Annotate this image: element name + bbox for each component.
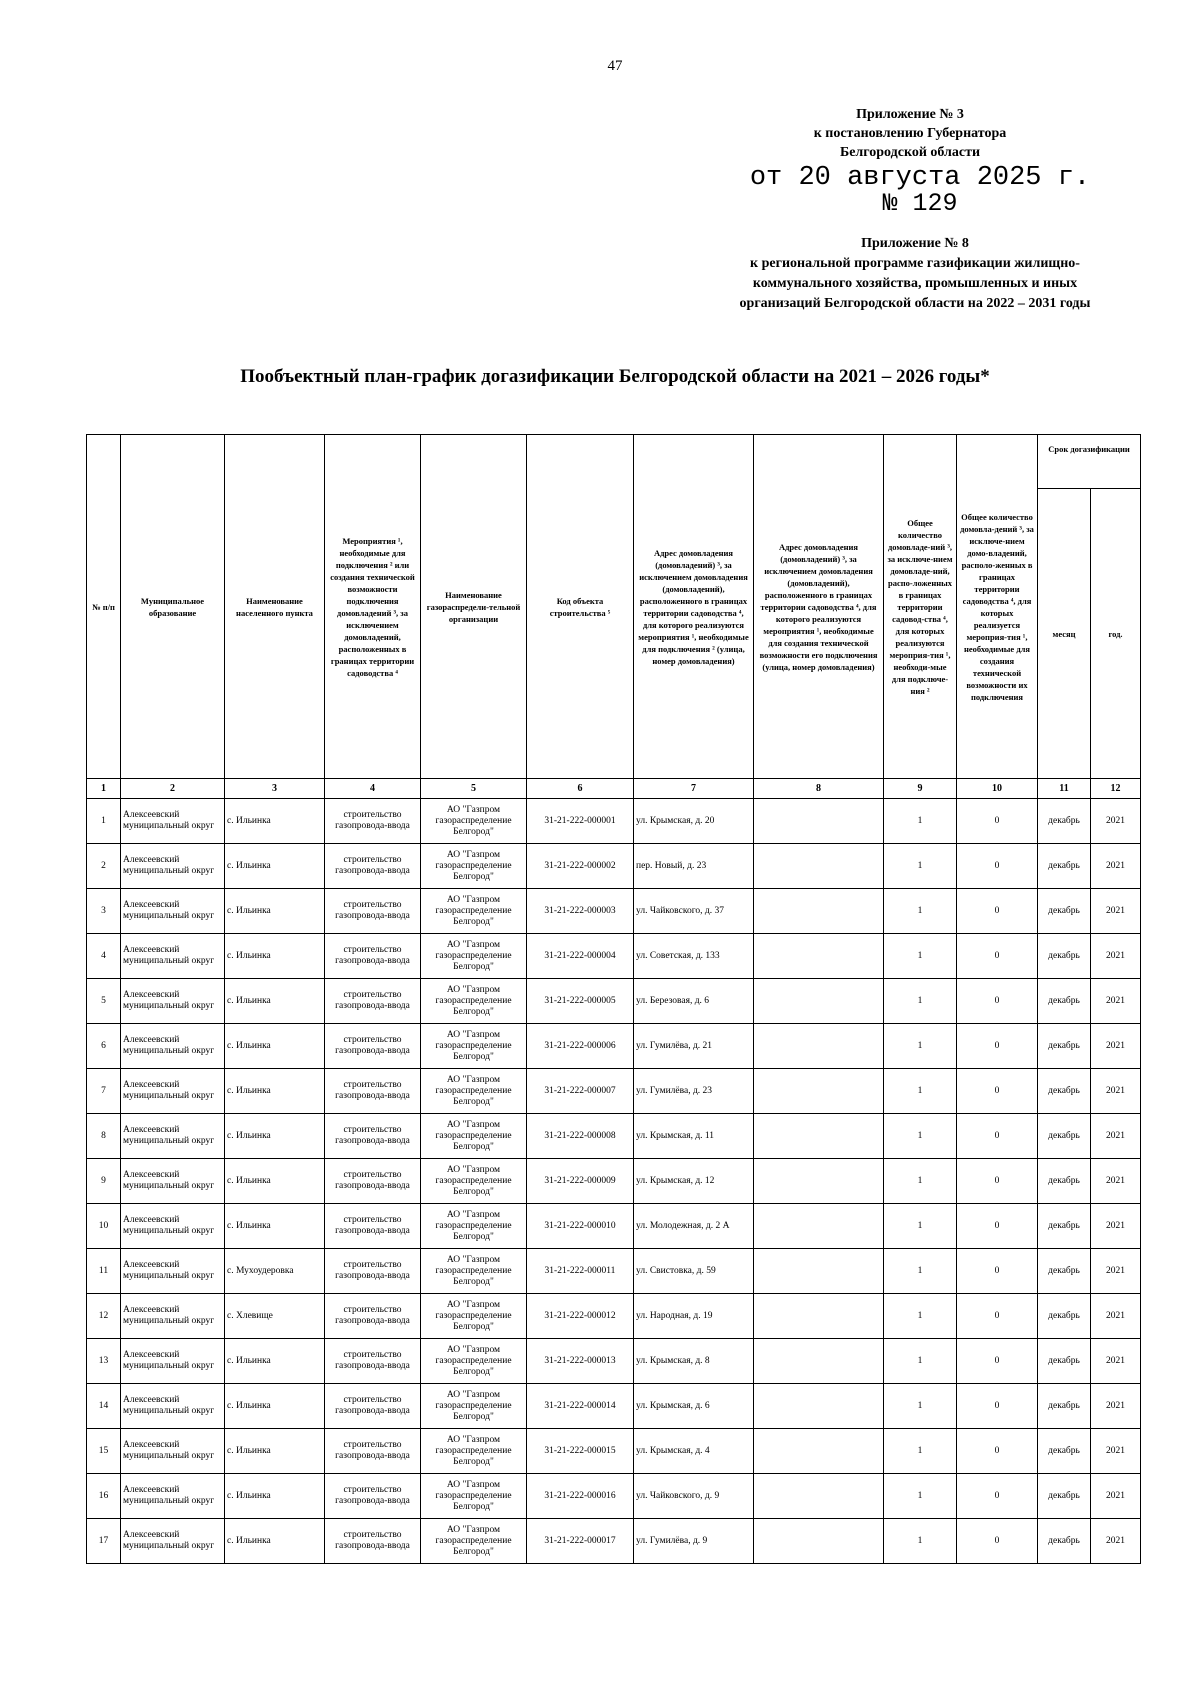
- count-connect-cell: 1: [884, 979, 957, 1024]
- table-row: [87, 1384, 1141, 1429]
- row-number: 8: [87, 1114, 121, 1159]
- settlement-cell: с. Ильинка: [225, 1339, 325, 1384]
- header-row: [87, 435, 1141, 489]
- activity-cell: строительство газопровода-ввода: [325, 889, 421, 934]
- column-number: 4: [325, 779, 421, 799]
- month-cell: декабрь: [1038, 1159, 1091, 1204]
- header-count-tech: Общее количество домовла-дений ³, за исключе-нием домо-владений, располо-женных в границах территории садоводства ⁴, для которых реализуется мероприя-тия ¹, необходимые для создания технической возможности их подключения: [957, 435, 1038, 779]
- organization-cell: АО "Газпром газораспределение Белгород": [421, 934, 527, 979]
- appendix-8-line3: коммунального хозяйства, промышленных и иных: [752, 276, 1078, 291]
- settlement-cell: с. Ильинка: [225, 889, 325, 934]
- stamp-number: № 129: [882, 189, 958, 218]
- settlement-cell: с. Мухоудеровка: [225, 1249, 325, 1294]
- header-deadline: Срок догазификации: [1038, 435, 1141, 489]
- address-tech-cell: [754, 934, 884, 979]
- activity-cell: строительство газопровода-ввода: [325, 844, 421, 889]
- settlement-cell: с. Ильинка: [225, 1204, 325, 1249]
- address-tech-cell: [754, 1069, 884, 1114]
- municipality-cell: Алексеевский муниципальный округ: [121, 844, 225, 889]
- row-number: 7: [87, 1069, 121, 1114]
- municipality-cell: Алексеевский муниципальный округ: [121, 934, 225, 979]
- count-tech-cell: 0: [957, 799, 1038, 844]
- municipality-cell: Алексеевский муниципальный округ: [121, 1069, 225, 1114]
- address-tech-cell: [754, 1024, 884, 1069]
- count-tech-cell: 0: [957, 1474, 1038, 1519]
- organization-cell: АО "Газпром газораспределение Белгород": [421, 979, 527, 1024]
- header-count-connect: Общее количество домовладе-ний ³, за исключе-нием домовладе-ний, распо-ложенных в границах территории садовод-ства ⁴, для которых реализуются мероприя-тия ¹, необходи-мые для подключе-ния ²: [884, 435, 957, 779]
- settlement-cell: с. Ильинка: [225, 934, 325, 979]
- activity-cell: строительство газопровода-ввода: [325, 1114, 421, 1159]
- organization-cell: АО "Газпром газораспределение Белгород": [421, 1474, 527, 1519]
- activity-cell: строительство газопровода-ввода: [325, 1474, 421, 1519]
- header-address-connect: Адрес домовладения (домовладений) ³, за исключением домовладения (домовладений), расположенного в границах территории садоводства ⁴, для которого реализуются мероприятия ¹, необходимые для подключения ² (улица, номер домовладения): [634, 435, 754, 779]
- settlement-cell: с. Ильинка: [225, 1024, 325, 1069]
- appendix-8-line4: организаций Белгородской области на 2022 – 2031 годы: [739, 296, 1091, 311]
- address-connect-cell: ул. Березовая, д. 6: [634, 979, 754, 1024]
- address-connect-cell: ул. Крымская, д. 12: [634, 1159, 754, 1204]
- municipality-cell: Алексеевский муниципальный округ: [121, 1519, 225, 1564]
- settlement-cell: с. Ильинка: [225, 1474, 325, 1519]
- year-cell: 2021: [1091, 1474, 1141, 1519]
- settlement-cell: с. Хлевище: [225, 1294, 325, 1339]
- table-row: [87, 1159, 1141, 1204]
- year-cell: 2021: [1091, 889, 1141, 934]
- column-number: 5: [421, 779, 527, 799]
- year-cell: 2021: [1091, 1249, 1141, 1294]
- column-number: 2: [121, 779, 225, 799]
- appendix-8-header: [690, 234, 1140, 314]
- object-code-cell: 31-21-222-000012: [527, 1294, 634, 1339]
- object-code-cell: 31-21-222-000010: [527, 1204, 634, 1249]
- activity-cell: строительство газопровода-ввода: [325, 1384, 421, 1429]
- activity-cell: строительство газопровода-ввода: [325, 934, 421, 979]
- month-cell: декабрь: [1038, 1474, 1091, 1519]
- row-number: 10: [87, 1204, 121, 1249]
- activity-cell: строительство газопровода-ввода: [325, 1024, 421, 1069]
- year-cell: 2021: [1091, 1429, 1141, 1474]
- table-row: [87, 979, 1141, 1024]
- activity-cell: строительство газопровода-ввода: [325, 1159, 421, 1204]
- organization-cell: АО "Газпром газораспределение Белгород": [421, 1249, 527, 1294]
- table-row: [87, 799, 1141, 844]
- month-cell: декабрь: [1038, 1339, 1091, 1384]
- row-number: 3: [87, 889, 121, 934]
- table-row: [87, 1024, 1141, 1069]
- address-connect-cell: ул. Молодежная, д. 2 А: [634, 1204, 754, 1249]
- count-connect-cell: 1: [884, 1429, 957, 1474]
- row-number: 1: [87, 799, 121, 844]
- settlement-cell: с. Ильинка: [225, 1384, 325, 1429]
- column-number: 3: [225, 779, 325, 799]
- address-connect-cell: ул. Чайковского, д. 9: [634, 1474, 754, 1519]
- year-cell: 2021: [1091, 979, 1141, 1024]
- address-connect-cell: пер. Новый, д. 23: [634, 844, 754, 889]
- address-connect-cell: ул. Гумилёва, д. 23: [634, 1069, 754, 1114]
- header-org: Наименование газораспредели-тельной организации: [421, 435, 527, 779]
- settlement-cell: с. Ильинка: [225, 1519, 325, 1564]
- municipality-cell: Алексеевский муниципальный округ: [121, 1114, 225, 1159]
- count-connect-cell: 1: [884, 1249, 957, 1294]
- municipality-cell: Алексеевский муниципальный округ: [121, 889, 225, 934]
- organization-cell: АО "Газпром газораспределение Белгород": [421, 1159, 527, 1204]
- row-number: 13: [87, 1339, 121, 1384]
- object-code-cell: 31-21-222-000015: [527, 1429, 634, 1474]
- row-number: 6: [87, 1024, 121, 1069]
- column-number: 8: [754, 779, 884, 799]
- address-connect-cell: ул. Гумилёва, д. 9: [634, 1519, 754, 1564]
- activity-cell: строительство газопровода-ввода: [325, 1249, 421, 1294]
- column-number: 12: [1091, 779, 1141, 799]
- settlement-cell: с. Ильинка: [225, 1159, 325, 1204]
- count-connect-cell: 1: [884, 1474, 957, 1519]
- address-tech-cell: [754, 1204, 884, 1249]
- header-settlement: Наименование населенного пункта: [225, 435, 325, 779]
- month-cell: декабрь: [1038, 1519, 1091, 1564]
- organization-cell: АО "Газпром газораспределение Белгород": [421, 1519, 527, 1564]
- municipality-cell: Алексеевский муниципальный округ: [121, 1474, 225, 1519]
- address-connect-cell: ул. Крымская, д. 6: [634, 1384, 754, 1429]
- year-cell: 2021: [1091, 1159, 1141, 1204]
- object-code-cell: 31-21-222-000006: [527, 1024, 634, 1069]
- table-row: [87, 934, 1141, 979]
- count-connect-cell: 1: [884, 934, 957, 979]
- column-number: 7: [634, 779, 754, 799]
- gasification-schedule-table: [86, 434, 1141, 1564]
- count-tech-cell: 0: [957, 1294, 1038, 1339]
- address-tech-cell: [754, 799, 884, 844]
- month-cell: декабрь: [1038, 1204, 1091, 1249]
- appendix-3-line1: Приложение № 3: [856, 107, 964, 122]
- year-cell: 2021: [1091, 1204, 1141, 1249]
- municipality-cell: Алексеевский муниципальный округ: [121, 1429, 225, 1474]
- month-cell: декабрь: [1038, 1429, 1091, 1474]
- table-body: [87, 779, 1141, 1564]
- count-connect-cell: 1: [884, 1519, 957, 1564]
- municipality-cell: Алексеевский муниципальный округ: [121, 979, 225, 1024]
- decree-stamp: [730, 165, 1110, 217]
- column-number: 10: [957, 779, 1038, 799]
- address-connect-cell: ул. Крымская, д. 4: [634, 1429, 754, 1474]
- column-number: 1: [87, 779, 121, 799]
- year-cell: 2021: [1091, 1339, 1141, 1384]
- month-cell: декабрь: [1038, 1294, 1091, 1339]
- table-row: [87, 1429, 1141, 1474]
- column-number: 9: [884, 779, 957, 799]
- column-number: 11: [1038, 779, 1091, 799]
- document-title: Пообъектный план-график догазификации Белгородской области на 2021 – 2026 годы*: [240, 366, 990, 387]
- year-cell: 2021: [1091, 799, 1141, 844]
- address-tech-cell: [754, 1294, 884, 1339]
- year-cell: 2021: [1091, 1114, 1141, 1159]
- object-code-cell: 31-21-222-000003: [527, 889, 634, 934]
- row-number: 2: [87, 844, 121, 889]
- count-tech-cell: 0: [957, 1159, 1038, 1204]
- organization-cell: АО "Газпром газораспределение Белгород": [421, 1024, 527, 1069]
- row-number: 15: [87, 1429, 121, 1474]
- table-row: [87, 1204, 1141, 1249]
- appendix-8-line2: к региональной программе газификации жилищно-: [750, 256, 1080, 271]
- municipality-cell: Алексеевский муниципальный округ: [121, 1159, 225, 1204]
- count-connect-cell: 1: [884, 1384, 957, 1429]
- table-row: [87, 844, 1141, 889]
- year-cell: 2021: [1091, 1069, 1141, 1114]
- address-connect-cell: ул. Крымская, д. 20: [634, 799, 754, 844]
- municipality-cell: Алексеевский муниципальный округ: [121, 1384, 225, 1429]
- column-number-row: [87, 779, 1141, 799]
- organization-cell: АО "Газпром газораспределение Белгород": [421, 799, 527, 844]
- year-cell: 2021: [1091, 1519, 1141, 1564]
- header-num: № п/п: [87, 435, 121, 779]
- activity-cell: строительство газопровода-ввода: [325, 1069, 421, 1114]
- count-tech-cell: 0: [957, 1069, 1038, 1114]
- table-row: [87, 1114, 1141, 1159]
- address-connect-cell: ул. Крымская, д. 11: [634, 1114, 754, 1159]
- count-tech-cell: 0: [957, 1024, 1038, 1069]
- settlement-cell: с. Ильинка: [225, 799, 325, 844]
- month-cell: декабрь: [1038, 934, 1091, 979]
- organization-cell: АО "Газпром газораспределение Белгород": [421, 1429, 527, 1474]
- municipality-cell: Алексеевский муниципальный округ: [121, 1204, 225, 1249]
- count-connect-cell: 1: [884, 1294, 957, 1339]
- municipality-cell: Алексеевский муниципальный округ: [121, 1024, 225, 1069]
- count-connect-cell: 1: [884, 1069, 957, 1114]
- object-code-cell: 31-21-222-000005: [527, 979, 634, 1024]
- address-tech-cell: [754, 1249, 884, 1294]
- count-tech-cell: 0: [957, 979, 1038, 1024]
- settlement-cell: с. Ильинка: [225, 979, 325, 1024]
- count-connect-cell: 1: [884, 1114, 957, 1159]
- settlement-cell: с. Ильинка: [225, 1114, 325, 1159]
- appendix-3-line3: Белгородской области: [839, 145, 981, 160]
- row-number: 12: [87, 1294, 121, 1339]
- table-row: [87, 1339, 1141, 1384]
- row-number: 16: [87, 1474, 121, 1519]
- address-tech-cell: [754, 1474, 884, 1519]
- row-number: 11: [87, 1249, 121, 1294]
- row-number: 4: [87, 934, 121, 979]
- organization-cell: АО "Газпром газораспределение Белгород": [421, 1114, 527, 1159]
- settlement-cell: с. Ильинка: [225, 1069, 325, 1114]
- row-number: 9: [87, 1159, 121, 1204]
- activity-cell: строительство газопровода-ввода: [325, 1294, 421, 1339]
- address-connect-cell: ул. Чайковского, д. 37: [634, 889, 754, 934]
- count-tech-cell: 0: [957, 1204, 1038, 1249]
- address-connect-cell: ул. Народная, д. 19: [634, 1294, 754, 1339]
- table-row: [87, 1294, 1141, 1339]
- month-cell: декабрь: [1038, 844, 1091, 889]
- count-tech-cell: 0: [957, 1429, 1038, 1474]
- object-code-cell: 31-21-222-000011: [527, 1249, 634, 1294]
- year-cell: 2021: [1091, 1294, 1141, 1339]
- column-number: 6: [527, 779, 634, 799]
- address-connect-cell: ул. Крымская, д. 8: [634, 1339, 754, 1384]
- address-tech-cell: [754, 979, 884, 1024]
- count-connect-cell: 1: [884, 844, 957, 889]
- organization-cell: АО "Газпром газораспределение Белгород": [421, 1339, 527, 1384]
- organization-cell: АО "Газпром газораспределение Белгород": [421, 844, 527, 889]
- organization-cell: АО "Газпром газораспределение Белгород": [421, 1069, 527, 1114]
- table-row: [87, 1069, 1141, 1114]
- count-tech-cell: 0: [957, 1519, 1038, 1564]
- settlement-cell: с. Ильинка: [225, 1429, 325, 1474]
- year-cell: 2021: [1091, 1024, 1141, 1069]
- settlement-cell: с. Ильинка: [225, 844, 325, 889]
- appendix-3-line2: к постановлению Губернатора: [813, 126, 1007, 141]
- municipality-cell: Алексеевский муниципальный округ: [121, 1339, 225, 1384]
- row-number: 5: [87, 979, 121, 1024]
- municipality-cell: Алексеевский муниципальный округ: [121, 799, 225, 844]
- object-code-cell: 31-21-222-000013: [527, 1339, 634, 1384]
- table-row: [87, 1519, 1141, 1564]
- object-code-cell: 31-21-222-000002: [527, 844, 634, 889]
- header-measures: Мероприятия ¹, необходимые для подключения ² или создания технической возможности подключения домовладений ³, за исключением домовладений, расположенных в границах территории садоводства ⁴: [325, 435, 421, 779]
- address-tech-cell: [754, 1114, 884, 1159]
- count-tech-cell: 0: [957, 1249, 1038, 1294]
- table-row: [87, 889, 1141, 934]
- month-cell: декабрь: [1038, 979, 1091, 1024]
- header-code: Код объекта строительства ⁵: [527, 435, 634, 779]
- count-tech-cell: 0: [957, 1114, 1038, 1159]
- address-tech-cell: [754, 889, 884, 934]
- header-municipality: Муниципальное образование: [121, 435, 225, 779]
- table-row: [87, 1474, 1141, 1519]
- activity-cell: строительство газопровода-ввода: [325, 979, 421, 1024]
- count-connect-cell: 1: [884, 1159, 957, 1204]
- header-year: год.: [1091, 489, 1141, 779]
- count-tech-cell: 0: [957, 1384, 1038, 1429]
- count-tech-cell: 0: [957, 889, 1038, 934]
- appendix-8-line1: Приложение № 8: [861, 236, 969, 251]
- activity-cell: строительство газопровода-ввода: [325, 799, 421, 844]
- month-cell: декабрь: [1038, 889, 1091, 934]
- table-row: [87, 1249, 1141, 1294]
- organization-cell: АО "Газпром газораспределение Белгород": [421, 1204, 527, 1249]
- page-number: 47: [607, 58, 623, 74]
- count-tech-cell: 0: [957, 1339, 1038, 1384]
- activity-cell: строительство газопровода-ввода: [325, 1429, 421, 1474]
- year-cell: 2021: [1091, 934, 1141, 979]
- appendix-3-header: [770, 105, 1050, 162]
- object-code-cell: 31-21-222-000009: [527, 1159, 634, 1204]
- address-connect-cell: ул. Гумилёва, д. 21: [634, 1024, 754, 1069]
- header-address-tech: Адрес домовладения (домовладений) ³, за исключением домовладения (домовладений), расположенного в границах территории садоводства ⁴, для которого реализуются мероприятия ¹, необходимые для создания технической возможности его подключения (улица, номер домовладения): [754, 435, 884, 779]
- address-tech-cell: [754, 1429, 884, 1474]
- month-cell: декабрь: [1038, 1249, 1091, 1294]
- count-connect-cell: 1: [884, 889, 957, 934]
- count-tech-cell: 0: [957, 844, 1038, 889]
- count-tech-cell: 0: [957, 934, 1038, 979]
- month-cell: декабрь: [1038, 799, 1091, 844]
- year-cell: 2021: [1091, 844, 1141, 889]
- count-connect-cell: 1: [884, 1024, 957, 1069]
- row-number: 17: [87, 1519, 121, 1564]
- municipality-cell: Алексеевский муниципальный округ: [121, 1294, 225, 1339]
- row-number: 14: [87, 1384, 121, 1429]
- address-tech-cell: [754, 844, 884, 889]
- count-connect-cell: 1: [884, 1339, 957, 1384]
- municipality-cell: Алексеевский муниципальный округ: [121, 1249, 225, 1294]
- object-code-cell: 31-21-222-000001: [527, 799, 634, 844]
- month-cell: декабрь: [1038, 1114, 1091, 1159]
- month-cell: декабрь: [1038, 1024, 1091, 1069]
- address-tech-cell: [754, 1384, 884, 1429]
- object-code-cell: 31-21-222-000007: [527, 1069, 634, 1114]
- address-connect-cell: ул. Советская, д. 133: [634, 934, 754, 979]
- object-code-cell: 31-21-222-000004: [527, 934, 634, 979]
- activity-cell: строительство газопровода-ввода: [325, 1204, 421, 1249]
- object-code-cell: 31-21-222-000016: [527, 1474, 634, 1519]
- organization-cell: АО "Газпром газораспределение Белгород": [421, 1384, 527, 1429]
- object-code-cell: 31-21-222-000008: [527, 1114, 634, 1159]
- count-connect-cell: 1: [884, 1204, 957, 1249]
- activity-cell: строительство газопровода-ввода: [325, 1519, 421, 1564]
- address-connect-cell: ул. Свистовка, д. 59: [634, 1249, 754, 1294]
- activity-cell: строительство газопровода-ввода: [325, 1339, 421, 1384]
- object-code-cell: 31-21-222-000017: [527, 1519, 634, 1564]
- organization-cell: АО "Газпром газораспределение Белгород": [421, 1294, 527, 1339]
- header-month: месяц: [1038, 489, 1091, 779]
- month-cell: декабрь: [1038, 1069, 1091, 1114]
- count-connect-cell: 1: [884, 799, 957, 844]
- address-tech-cell: [754, 1519, 884, 1564]
- stamp-date: от 20 августа 2025 г.: [749, 163, 1091, 193]
- month-cell: декабрь: [1038, 1384, 1091, 1429]
- address-tech-cell: [754, 1339, 884, 1384]
- organization-cell: АО "Газпром газораспределение Белгород": [421, 889, 527, 934]
- object-code-cell: 31-21-222-000014: [527, 1384, 634, 1429]
- year-cell: 2021: [1091, 1384, 1141, 1429]
- address-tech-cell: [754, 1159, 884, 1204]
